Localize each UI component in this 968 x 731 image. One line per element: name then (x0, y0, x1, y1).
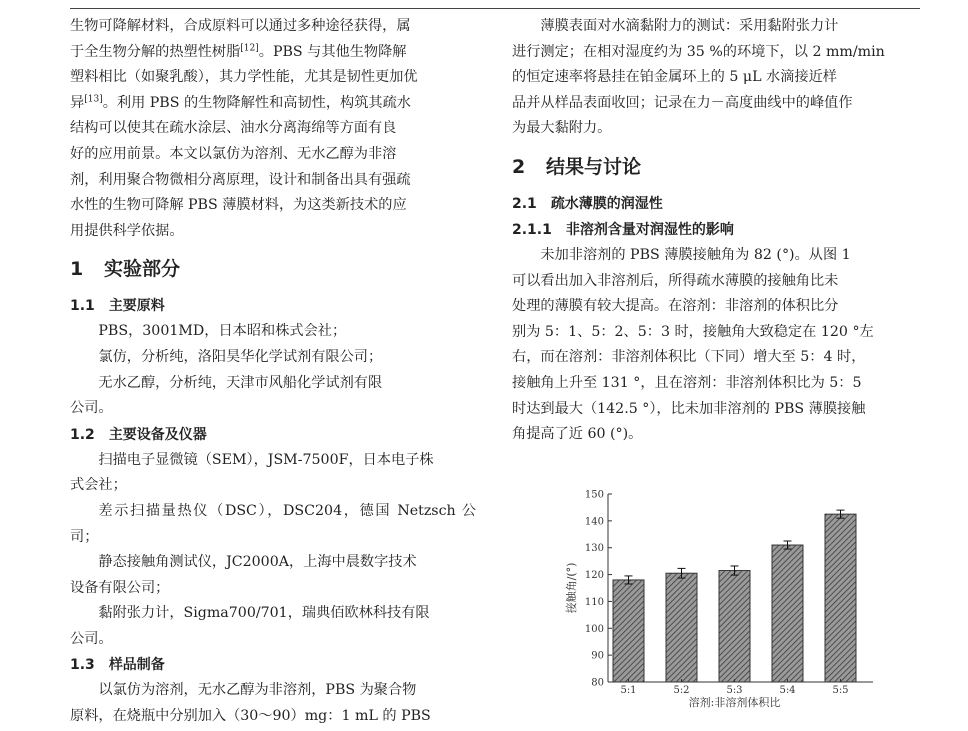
equipment-item: 黏附张力计，Sigma700/701，瑞典佰欧林科技有限 公司。 (70, 605, 430, 647)
equipment-item: 静态接触角测试仪，JC2000A，上海中晨数字技术 设备有限公司； (70, 554, 417, 596)
chart-svg (555, 480, 885, 710)
text-line: 于全生物分解的热塑性树脂 (70, 43, 241, 60)
text-line: 可以看出加入非溶剂后，所得疏水薄膜的接触角比未 (512, 272, 839, 289)
text-line: 右，而在溶剂：非溶剂体积比（下同）增大至 5：4 时， (512, 349, 866, 366)
text-line: 水性的生物可降解 PBS 薄膜材料，为这类新技术的应 (70, 197, 407, 214)
intro-paragraph (70, 14, 476, 244)
text-line: 好的应用前景。本文以氯仿为溶剂、无水乙醇为非溶 (70, 145, 397, 162)
text-line: 用提供科学依据。 (70, 222, 184, 239)
adhesion-paragraph: 薄膜表面对水滴黏附力的测试：采用黏附张力计 进行测定；在相对湿度约为 35 %的环境下，以 2 mm/min 的恒定速率将悬挂在铂金属环上的 5 μL 水滴接近样 品并从样品表面收回；记录在力－高度曲线中的峰值作 为最大黏附力。 (512, 18, 885, 137)
text-line: 处理的薄膜有较大提高。在溶剂：非溶剂的体积比分 (512, 298, 839, 315)
section-heading-2-1-1: 2.1.1 非溶剂含量对润湿性的影响 (512, 221, 734, 238)
top-rule (70, 8, 920, 9)
x-tick-label: 5:1 (620, 685, 637, 696)
citation: [12] (240, 42, 259, 53)
section-heading-2: 2 结果与讨论 (512, 155, 642, 178)
y-axis-label: 接触角/(°) (565, 562, 578, 614)
materials-item: PBS，3001MD，日本昭和株式会社； (98, 323, 347, 340)
bar (772, 545, 803, 682)
citation: [13] (84, 94, 103, 105)
y-tick-label: 130 (584, 543, 604, 555)
text-line: 别为 5：1、5：2、5：3 时，接触角大致稳定在 120 °左 (512, 323, 874, 340)
text-line: 品并从样品表面收回；记录在力－高度曲线中的峰值作 (512, 94, 853, 111)
text-line: 角提高了近 60 (°)。 (512, 426, 643, 443)
section-heading-1-1: 1.1 主要原料 (70, 298, 165, 315)
equipment-item: 扫描电子显微镜（SEM），JSM-7500F，日本电子株 式会社； (70, 451, 434, 494)
x-tick-label: 5:5 (832, 685, 849, 696)
text-line: 剂，利用聚合物微相分离原理，设计和制备出具有强疏 (70, 171, 411, 188)
text-line: 接触角上升至 131 °，且在溶剂：非溶剂体积比为 5：5 (512, 374, 862, 391)
y-tick-label: 100 (584, 623, 604, 635)
bar (825, 514, 856, 682)
bar (613, 580, 644, 682)
text-line: 塑料相比（如聚乳酸），其力学性能，尤其是韧性更加优 (70, 69, 418, 86)
section-heading-1: 1 实验部分 (70, 258, 181, 281)
text-line: 生物可降解材料，合成原料可以通过多种途径获得，属 (70, 18, 411, 34)
text-line: 。PBS 与其他生物降解 (258, 43, 407, 60)
left-column (70, 14, 476, 730)
x-tick-label: 5:4 (779, 685, 796, 696)
y-tick-label: 150 (584, 489, 604, 501)
x-tick-label: 5:2 (673, 685, 690, 696)
text-line: 的恒定速率将悬挂在铂金属环上的 5 μL 水滴接近样 (512, 69, 837, 86)
right-column (512, 14, 920, 448)
section-heading-1-2: 1.2 主要设备及仪器 (70, 426, 207, 443)
bar (666, 573, 697, 682)
text-line: 进行测定；在相对湿度约为 35 %的环境下，以 2 mm/min (512, 43, 885, 60)
text-line: 为最大黏附力。 (512, 120, 612, 137)
section-heading-1-3: 1.3 样品制备 (70, 657, 165, 674)
x-axis-label: 溶剂:非溶剂体积比 (688, 696, 781, 709)
y-tick-label: 120 (584, 570, 604, 582)
text-line: 。利用 PBS 的生物降解性和高韧性，构筑其疏水 (102, 94, 411, 111)
bar (719, 571, 750, 682)
contact-angle-chart (555, 480, 885, 710)
equipment-item: 差示扫描量热仪（DSC），DSC204，德国 Netzsch 公司； (70, 502, 476, 545)
materials-item: 氯仿，分析纯，洛阳昊华化学试剂有限公司； (98, 348, 383, 365)
result-paragraph: 未加非溶剂的 PBS 薄膜接触角为 82 (°)。从图 1 可以看出加入非溶剂后，所得疏水薄膜的接触角比未 处理的薄膜有较大提高。在溶剂：非溶剂的体积比分 别为 5：1、5：2、5：3 时，接触角大致稳定在 120 °左 右，而在溶剂：非溶剂体积比（下同）增大至 5：4 时， 接触角上升至 131 °，且在溶剂：非溶剂体积比为 5：5 时达到最大（142.5 °），比未加非溶剂的 PBS 薄膜接触 角提高了近 60 (°)。 (512, 246, 874, 443)
y-tick-label: 110 (584, 596, 604, 608)
materials-item: 无水乙醇，分析纯，天津市风船化学试剂有限 公司。 (70, 374, 383, 417)
text-line: 结构可以使其在疏水涂层、油水分离海绵等方面有良 (70, 120, 397, 137)
text-line: 时达到最大（142.5 °），比未加非溶剂的 PBS 薄膜接触 (512, 400, 866, 417)
prep-paragraph: 以氯仿为溶剂，无水乙醇为非溶剂，PBS 为聚合物 原料，在烧瓶中分别加入（30～90）mg：1 mL 的 PBS (70, 682, 431, 725)
y-tick-label: 140 (584, 516, 604, 528)
section-heading-2-1: 2.1 疏水薄膜的润湿性 (512, 195, 663, 212)
y-tick-label: 90 (591, 650, 604, 662)
x-tick-label: 5:3 (726, 685, 743, 696)
y-tick-label: 80 (591, 677, 604, 689)
text-line: 异 (70, 94, 85, 111)
